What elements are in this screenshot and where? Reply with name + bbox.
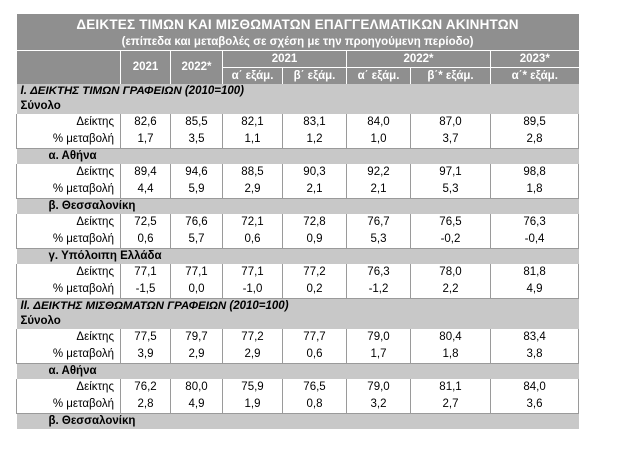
group-name: β. Θεσσαλονίκη (48, 200, 136, 212)
group-header-row (17, 314, 579, 329)
row-label: Δείκτης (17, 214, 121, 231)
table-row (17, 396, 579, 414)
section-title: I. ΔΕΙΚΤΗΣ ΤΙΜΩΝ ΓΡΑΦΕΙΩΝ (2010=100) (17, 84, 579, 99)
group-name: γ. Υπόλοιπη Ελλάδα (48, 250, 162, 262)
table-cell: 4,9 (491, 281, 579, 299)
table-cell: 2,9 (171, 346, 223, 364)
table-cell: 2,2 (411, 281, 491, 299)
table-cell: 1,8 (411, 346, 491, 364)
row-label: % μεταβολή (17, 231, 121, 249)
table-cell: 0,2 (283, 281, 347, 299)
header-h1-2023: α΄* εξάμ. (491, 68, 579, 85)
group-name: α. Αθήνα (48, 150, 97, 162)
table-row (17, 231, 579, 249)
table-cell: -1,5 (121, 281, 171, 299)
table-cell: 0,9 (283, 231, 347, 249)
table-cell: 0,8 (283, 396, 347, 414)
row-label: Δείκτης (17, 264, 121, 281)
table-cell: 2,9 (223, 346, 283, 364)
table-cell: 80,4 (411, 329, 491, 346)
table-cell: 3,9 (121, 346, 171, 364)
table-cell: 77,1 (121, 264, 171, 281)
group-title (17, 149, 579, 165)
table-cell: -1,2 (347, 281, 411, 299)
group-header-row (17, 414, 579, 430)
table-row (17, 181, 579, 199)
group-header-row (17, 249, 579, 265)
table-cell: 1,8 (491, 181, 579, 199)
table-cell: 76,5 (411, 214, 491, 231)
table-cell: 76,5 (283, 379, 347, 396)
table-cell: 83,1 (283, 114, 347, 131)
table-cell: 77,7 (283, 329, 347, 346)
table-cell: 72,1 (223, 214, 283, 231)
row-label: % μεταβολή (17, 131, 121, 149)
header-group-2021: 2021 (223, 51, 347, 68)
row-label: % μεταβολή (17, 346, 121, 364)
table-cell: 0,0 (171, 281, 223, 299)
price-index-table-container (16, 14, 578, 429)
table-cell: 72,5 (121, 214, 171, 231)
table-cell: 4,9 (171, 396, 223, 414)
table-cell: 82,1 (223, 114, 283, 131)
row-label: % μεταβολή (17, 396, 121, 414)
table-cell: 5,3 (411, 181, 491, 199)
group-title (17, 99, 579, 114)
table-cell: 98,8 (491, 164, 579, 181)
table-row (17, 346, 579, 364)
table-cell: 5,3 (347, 231, 411, 249)
table-cell: 94,6 (171, 164, 223, 181)
table-cell: 76,3 (491, 214, 579, 231)
table-cell: 3,5 (171, 131, 223, 149)
section-title: II. ΔΕΙΚΤΗΣ ΜΙΣΘΩΜΑΤΩΝ ΓΡΑΦΕΙΩΝ (2010=100) (17, 299, 579, 315)
table-row (17, 281, 579, 299)
table-cell: 92,2 (347, 164, 411, 181)
table-cell: 76,7 (347, 214, 411, 231)
table-cell: 1,1 (223, 131, 283, 149)
table-cell: 84,0 (491, 379, 579, 396)
table-cell: 82,6 (121, 114, 171, 131)
header-group-2022: 2022* (347, 51, 491, 68)
table-cell: 0,6 (223, 231, 283, 249)
group-header-row (17, 99, 579, 114)
header-h2-2022: β΄* εξάμ. (411, 68, 491, 85)
table-cell: 3,2 (347, 396, 411, 414)
row-label: Δείκτης (17, 114, 121, 131)
header-year-2021: 2021 (121, 51, 171, 85)
table-cell: 81,1 (411, 379, 491, 396)
group-title (17, 364, 579, 380)
table-cell: 88,5 (223, 164, 283, 181)
table-cell: 76,2 (121, 379, 171, 396)
row-label: % μεταβολή (17, 281, 121, 299)
table-cell: 97,1 (411, 164, 491, 181)
table-cell: -0,2 (411, 231, 491, 249)
table-cell: 2,8 (491, 131, 579, 149)
group-title (17, 414, 579, 430)
table-cell: 1,2 (283, 131, 347, 149)
table-cell: 85,5 (171, 114, 223, 131)
group-header-row (17, 149, 579, 165)
table-cell: 3,8 (491, 346, 579, 364)
table-cell: 89,5 (491, 114, 579, 131)
header-year-2022: 2022* (171, 51, 223, 85)
group-name: β. Θεσσαλονίκη (48, 415, 136, 427)
table-cell: 3,7 (411, 131, 491, 149)
table-cell: 2,1 (283, 181, 347, 199)
table-cell: -1,0 (223, 281, 283, 299)
price-index-table (16, 14, 579, 429)
table-cell: 84,0 (347, 114, 411, 131)
table-cell: 79,0 (347, 379, 411, 396)
table-cell: 79,0 (347, 329, 411, 346)
table-row (17, 379, 579, 396)
table-cell: 72,8 (283, 214, 347, 231)
row-label: Δείκτης (17, 164, 121, 181)
table-cell: 2,1 (347, 181, 411, 199)
row-label: Δείκτης (17, 379, 121, 396)
table-cell: 2,8 (121, 396, 171, 414)
table-cell: 76,3 (347, 264, 411, 281)
group-name: Σύνολο (20, 315, 61, 327)
header-group-2023: 2023* (491, 51, 579, 68)
table-cell: 77,1 (171, 264, 223, 281)
table-cell: 77,5 (121, 329, 171, 346)
header-h2-2021: β΄ εξάμ. (283, 68, 347, 85)
table-cell: 83,4 (491, 329, 579, 346)
table-body (17, 84, 579, 429)
header-blank (17, 51, 121, 85)
group-name: Σύνολο (20, 100, 61, 112)
table-cell: 76,6 (171, 214, 223, 231)
table-cell: 80,0 (171, 379, 223, 396)
table-row (17, 131, 579, 149)
table-cell: 0,6 (121, 231, 171, 249)
group-name: α. Αθήνα (48, 365, 97, 377)
table-cell: 87,0 (411, 114, 491, 131)
header-h1-2022: α΄ εξάμ. (347, 68, 411, 85)
table-cell: 77,2 (283, 264, 347, 281)
table-row (17, 164, 579, 181)
row-label: % μεταβολή (17, 181, 121, 199)
table-cell: 2,9 (223, 181, 283, 199)
section-header-row (17, 299, 579, 315)
table-cell: 89,4 (121, 164, 171, 181)
table-title: ΔΕΙΚΤΕΣ ΤΙΜΩΝ ΚΑΙ ΜΙΣΘΩΜΑΤΩΝ ΕΠΑΓΓΕΛΜΑΤΙΚΩΝ ΑΚΙΝΗΤΩΝ (17, 14, 579, 34)
table-cell: 75,9 (223, 379, 283, 396)
table-cell: 77,1 (223, 264, 283, 281)
header-h1-2021: α΄ εξάμ. (223, 68, 283, 85)
table-cell: 77,2 (223, 329, 283, 346)
table-cell: 5,9 (171, 181, 223, 199)
row-label: Δείκτης (17, 329, 121, 346)
table-cell: 1,7 (347, 346, 411, 364)
group-title (17, 314, 579, 329)
table-cell: 1,9 (223, 396, 283, 414)
group-title (17, 249, 579, 265)
table-cell: -0,4 (491, 231, 579, 249)
group-header-row (17, 364, 579, 380)
table-cell: 79,7 (171, 329, 223, 346)
table-cell: 3,6 (491, 396, 579, 414)
table-cell: 1,7 (121, 131, 171, 149)
table-cell: 4,4 (121, 181, 171, 199)
section-header-row (17, 84, 579, 99)
table-cell: 0,6 (283, 346, 347, 364)
table-cell: 1,0 (347, 131, 411, 149)
table-cell: 90,3 (283, 164, 347, 181)
table-row (17, 114, 579, 131)
table-row (17, 329, 579, 346)
table-cell: 5,7 (171, 231, 223, 249)
group-header-row (17, 199, 579, 215)
table-row (17, 214, 579, 231)
table-row (17, 264, 579, 281)
group-title (17, 199, 579, 215)
table-subtitle: (επίπεδα και μεταβολές σε σχέση με την προηγούμενη περίοδο) (17, 34, 579, 51)
table-cell: 2,7 (411, 396, 491, 414)
table-cell: 78,0 (411, 264, 491, 281)
table-cell: 81,8 (491, 264, 579, 281)
